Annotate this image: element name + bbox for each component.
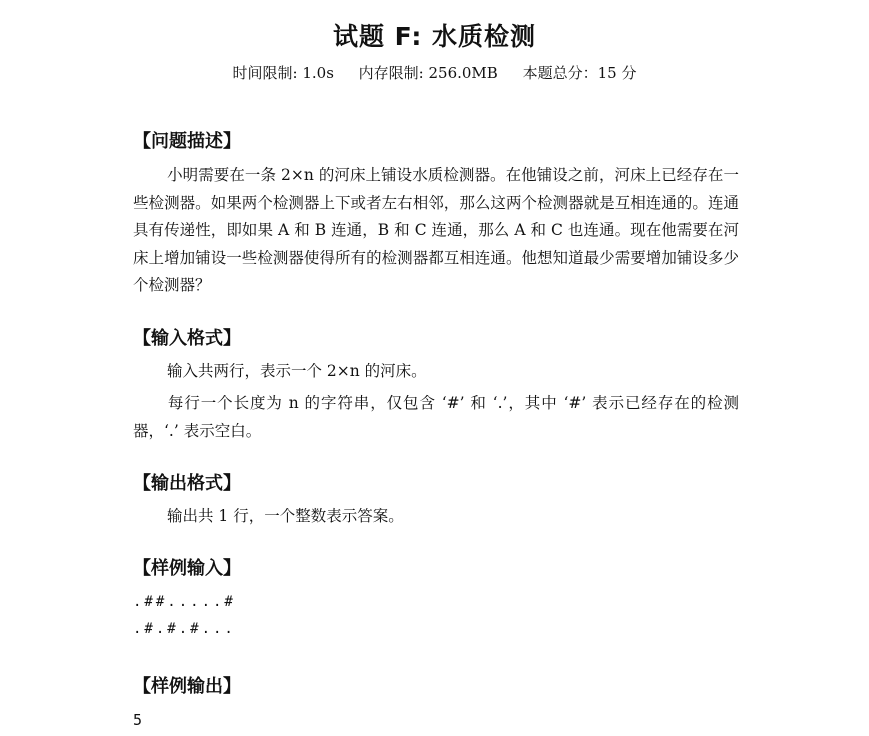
section-heading-sample-input: 【样例输入】 [133, 558, 241, 579]
memory-limit: 内存限制: 256.0MB [358, 64, 498, 82]
output-format-text: 输出共 1 行，一个整数表示答案。 [167, 507, 404, 525]
input-paragraph-2 [133, 390, 739, 445]
time-limit: 时间限制: 1.0s [232, 64, 334, 82]
sample-input-line-2: .#.#.#... [133, 621, 236, 637]
section-heading-output: 【输出格式】 [133, 473, 241, 494]
section-heading-description: 【问题描述】 [133, 131, 241, 152]
section-heading-sample-output: 【样例输出】 [133, 676, 241, 697]
section-heading-input: 【输入格式】 [133, 328, 241, 349]
problem-meta [0, 62, 869, 83]
problem-title: 试题 F: 水质检测 [332, 22, 537, 51]
description-text: 小明需要在一条 2×n 的河床上铺设水质检测器。在他铺设之前，河床上已经存在一些检测器。如果两个检测器上下或者左右相邻，那么这两个检测器就是互相连通的。连通具有传递性，即如果 A 和 B 连通，B 和 C 连通，那么 A 和 C 也连通。现在他需要在河床上增加铺设一些检测器使得所有的检测器都互相连通。他想知道最少需要增加铺设多少个检测器？ [133, 166, 739, 294]
sample-output-value: 5 [133, 711, 143, 729]
output-paragraph [133, 503, 739, 531]
input-paragraph-1 [133, 358, 739, 386]
sample-input-line-1: .##.....# [133, 594, 236, 610]
total-score: 本题总分：15 分 [522, 64, 637, 82]
description-paragraph [133, 162, 739, 300]
input-format-line-1: 输入共两行，表示一个 2×n 的河床。 [167, 362, 427, 380]
input-format-line-2: 每行一个长度为 n 的字符串，仅包含 ‘#’ 和 ‘.’，其中 ‘#’ 表示已经存在的检测器，‘.’ 表示空白。 [133, 394, 739, 440]
